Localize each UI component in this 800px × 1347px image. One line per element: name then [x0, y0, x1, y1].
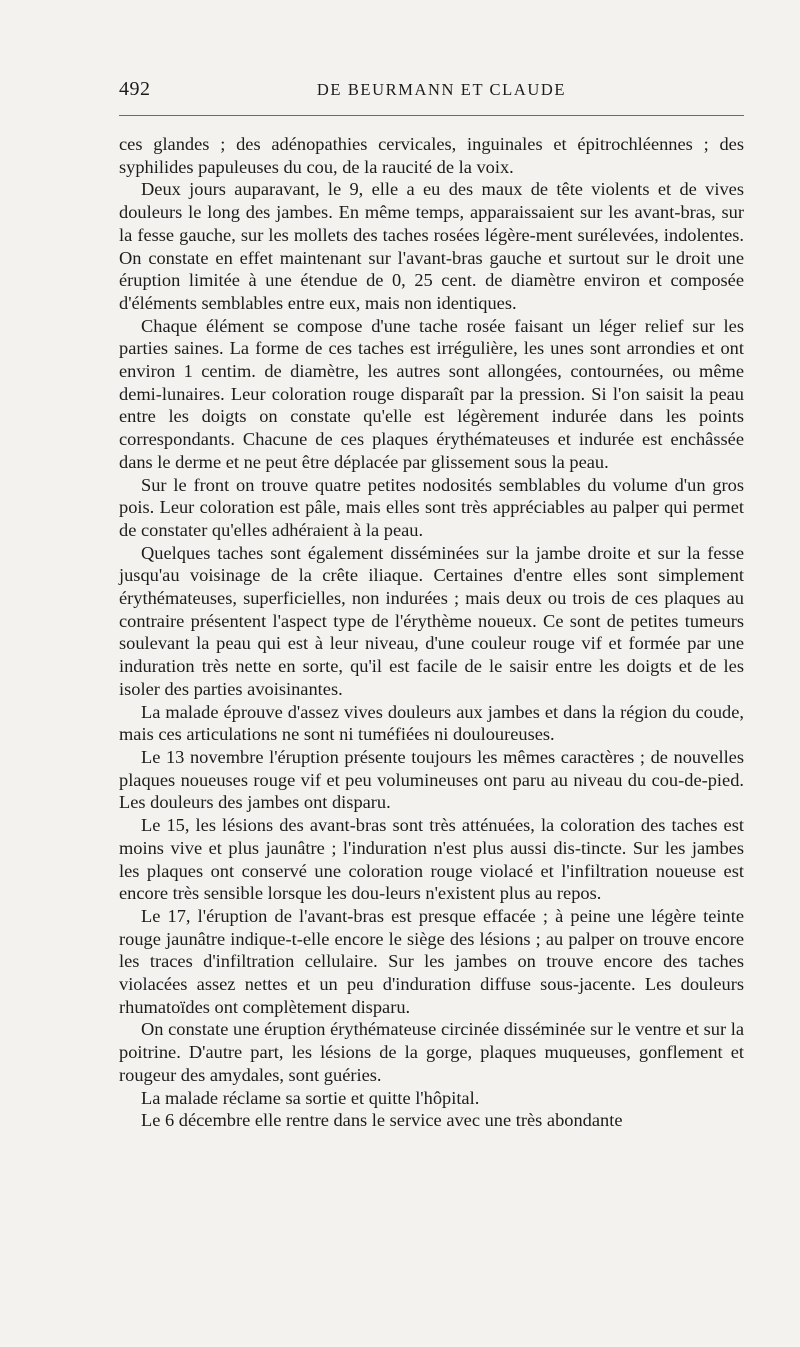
paragraph: Le 6 décembre elle rentre dans le service avec une très abondante [141, 1110, 623, 1131]
body-text [119, 133, 744, 1132]
paragraph: Le 15, les lésions des avant-bras sont très atténuées, la coloration des taches est moins vive et plus jaunâtre ; l'induration n'est plus aussi dis-tincte. Sur les jambes les plaques ont conservé une coloration rouge violacé et l'infiltration noueuse est encore très sensible lorsque les dou-leurs n'existent plus au repos. [119, 815, 744, 904]
paragraph: On constate une éruption érythémateuse circinée disséminée sur le ventre et sur la poitrine. D'autre part, les lésions de la gorge, plaques muqueuses, gonflement et rougeur des amydales, sont guéries. [119, 1019, 744, 1085]
paragraph: Quelques taches sont également disséminées sur la jambe droite et sur la fesse jusqu'au voisinage de la crête iliaque. Certaines d'entre elles sont simplement érythémateuses, superficielles, non indurées ; mais deux ou trois de ces plaques au contraire présentent l'aspect type de l'érythème noueux. Ce sont de petites tumeurs soulevant la peau qui est à leur niveau, d'une couleur rouge vif et formée par une induration très nette en sorte, qu'il est facile de le saisir entre les doigts et de les isoler des parties avoisinantes. [119, 542, 744, 699]
running-title: DE BEURMANN ET CLAUDE [316, 80, 567, 99]
page-number: 492 [119, 78, 151, 100]
paragraph: Sur le front on trouve quatre petites nodosités semblables du volume d'un gros pois. Leur coloration est pâle, mais elles sont très appréciables au palper qui permet de constater qu'elles adhéraient à la peau. [119, 474, 744, 540]
paragraph-continuation: ces glandes ; des adénopathies cervicales, inguinales et épitrochléennes ; des syphilides papuleuses du cou, de la raucité de la voix. [119, 134, 744, 177]
paragraph: Deux jours auparavant, le 9, elle a eu des maux de tête violents et de vives douleurs le long des jambes. En même temps, apparaissaient sur les avant-bras, sur la fesse gauche, sur les mollets des taches rosées légère-ment surélevées, indolentes. On constate en effet maintenant sur l'avant-bras gauche et surtout sur le droit une éruption limitée à une étendue de 0, 25 cent. de diamètre environ et composée d'éléments semblables entre eux, mais non identiques. [119, 179, 744, 313]
header-rule [119, 115, 744, 116]
paragraph: La malade éprouve d'assez vives douleurs aux jambes et dans la région du coude, mais ces articulations ne sont ni tuméfiées ni douloureuses. [119, 701, 744, 745]
paragraph: La malade réclame sa sortie et quitte l'hôpital. [141, 1087, 480, 1108]
page-header [119, 78, 744, 106]
paragraph: Chaque élément se compose d'une tache rosée faisant un léger relief sur les parties saines. La forme de ces taches est irrégulière, les unes sont arrondies et ont environ 1 centim. de diamètre, les autres sont allongées, contournées, ou même demi-lunaires. Leur coloration rouge disparaît par la pression. Si l'on saisit la peau entre les doigts on constate qu'elle est légèrement indurée dans les points correspondants. Chacune de ces plaques érythémateuses et indurée est enchâssée dans le derme et ne peut être déplacée par glissement sous la peau. [119, 315, 744, 472]
paragraph: Le 13 novembre l'éruption présente toujours les mêmes caractères ; de nouvelles plaques noueuses rouge vif et peu volumineuses ont paru au niveau du cou-de-pied. Les douleurs des jambes ont disparu. [119, 746, 744, 813]
paragraph: Le 17, l'éruption de l'avant-bras est presque effacée ; à peine une légère teinte rouge jaunâtre indique-t-elle encore le siège des lésions ; au palper on trouve encore les traces d'infiltration cellulaire. Sur les jambes on trouve encore des taches violacées assez nettes et un peu d'induration diffuse sous-jacente. Les douleurs rhumatoïdes ont complètement disparu. [119, 905, 744, 1017]
